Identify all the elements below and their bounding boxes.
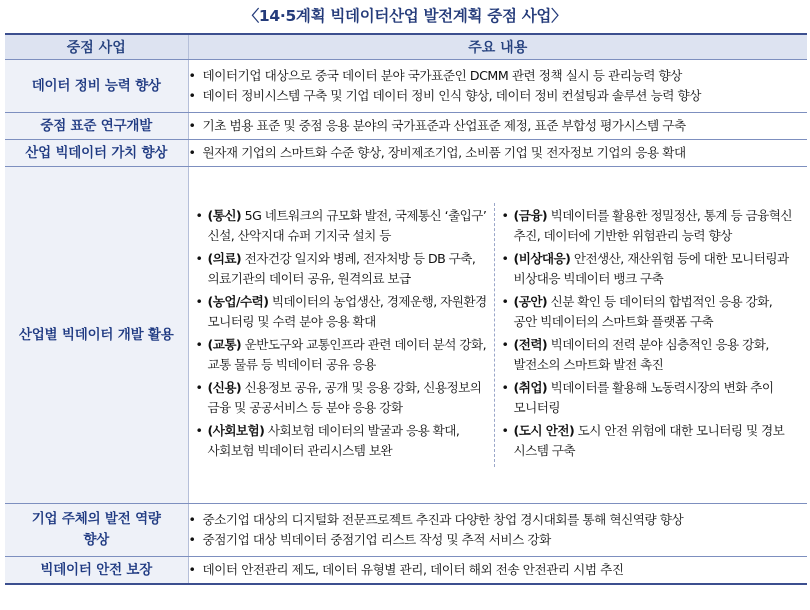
list-item	[196, 249, 490, 288]
bullet-icon: •	[195, 294, 203, 309]
item-text: 데이터 정비시스템 구축 및 기업 데이터 정비 인식 향상, 데이터 정비 컨설팅과 솔루션 능력 향상	[202, 88, 701, 103]
list-item	[189, 66, 808, 86]
bullet-icon: •	[501, 294, 509, 309]
item-text: 사회보험 데이터의 발굴과 응용 확대, 사회보험 빅데이터 관리시스템 보완	[207, 423, 460, 458]
row-content	[188, 60, 807, 113]
industry-column-left	[189, 203, 495, 467]
bullet-icon: •	[188, 562, 196, 577]
list-item	[189, 116, 808, 136]
item-keyword: (농업/수력)	[207, 294, 269, 309]
item-keyword: (신용)	[207, 380, 242, 395]
item-text: 전자건강 일지와 병례, 전자처방 등 DB 구축, 의료기관의 데이터 공유, 원격의료 보급	[207, 251, 476, 286]
bullet-icon: •	[188, 88, 196, 103]
industry-grid	[189, 203, 801, 467]
item-text: 중소기업 대상의 디지털화 전문프로젝트 추진과 다양한 창업 경시대회를 통해 혁신역량 향상	[202, 512, 684, 527]
row-content	[188, 167, 807, 504]
item-text: 기초 범용 표준 및 중점 응용 분야의 국가표준과 산업표준 제정, 표준 부합성 평가시스템 구축	[202, 118, 686, 133]
list-item	[502, 206, 797, 245]
table-row	[5, 140, 807, 167]
item-keyword: (비상대응)	[513, 251, 571, 266]
list-item	[502, 335, 797, 374]
item-text: 5G 네트워크의 규모화 발전, 국제통신 ‘출입구’ 신설, 산악지대 슈퍼 기지국 설치 등	[207, 208, 487, 243]
item-text: 신용정보 공유, 공개 및 응용 강화, 신용정보의 금융 및 공공서비스 등 분야 응용 강화	[207, 380, 482, 415]
list-item	[502, 421, 797, 460]
item-text: 원자재 기업의 스마트화 수준 향상, 장비제조기업, 소비품 기업 및 전자정보 기업의 응용 확대	[202, 145, 686, 160]
item-text: 신분 확인 등 데이터의 합법적인 응용 강화, 공안 빅데이터의 스마트화 플랫폼 구축	[513, 294, 773, 329]
row-category: 데이터 정비 능력 향상	[5, 60, 188, 113]
list-item	[189, 143, 808, 163]
bullet-icon: •	[195, 423, 203, 438]
list-item	[189, 530, 808, 550]
item-text: 도시 안전 위험에 대한 모니터링 및 경보 시스템 구축	[513, 423, 785, 458]
bullet-icon: •	[188, 118, 196, 133]
row-category	[5, 504, 188, 557]
table-header-row	[5, 34, 807, 60]
item-text: 빅데이터를 활용해 노동력시장의 변화 추이 모니터링	[513, 380, 774, 415]
row-content	[188, 504, 807, 557]
item-text: 빅데이터의 전력 분야 심층적인 응용 강화, 발전소의 스마트화 발전 촉진	[513, 337, 769, 372]
table-row	[5, 60, 807, 113]
item-text: 안전생산, 재산위험 등에 대한 모니터링과 비상대응 빅데이터 뱅크 구축	[513, 251, 789, 286]
page-title: 〈14·5계획 빅데이터산업 발전계획 중점 사업〉	[243, 7, 567, 25]
projects-table	[5, 33, 807, 585]
item-text: 데이터 안전관리 제도, 데이터 유형별 관리, 데이터 해외 전송 안전관리 시범 추진	[202, 562, 624, 577]
bullet-icon: •	[195, 251, 203, 266]
column-header-content: 주요 내용	[188, 34, 807, 60]
row-category: 산업 빅데이터 가치 향상	[5, 140, 188, 167]
bullet-icon: •	[188, 532, 196, 547]
item-text: 빅데이터를 활용한 정밀정산, 통계 등 금융혁신 추진, 데이터에 기반한 위험관리 능력 향상	[513, 208, 793, 243]
bullet-icon: •	[195, 208, 203, 223]
item-text: 데이터기업 대상으로 중국 데이터 분야 국가표준인 DCMM 관련 정책 실시 등 관리능력 향상	[202, 68, 682, 83]
bullet-icon: •	[188, 68, 196, 83]
item-text: 운반도구와 교통인프라 관련 데이터 분석 강화, 교통 물류 등 빅데이터 공유 응용	[207, 337, 487, 372]
list-item	[189, 86, 808, 106]
list-item	[189, 560, 808, 580]
table-row	[5, 557, 807, 585]
bullet-icon: •	[501, 337, 509, 352]
row-content	[188, 113, 807, 140]
item-text: 중점기업 대상 빅데이터 중점기업 리스트 작성 및 추적 서비스 강화	[202, 532, 551, 547]
bullet-icon: •	[501, 251, 509, 266]
table-row	[5, 504, 807, 557]
bullet-icon: •	[188, 145, 196, 160]
list-item	[196, 292, 490, 331]
row-category: 산업별 빅데이터 개발 활용	[5, 167, 188, 504]
bullet-icon: •	[501, 208, 509, 223]
list-item	[196, 335, 490, 374]
bullet-icon: •	[501, 423, 509, 438]
row-content	[188, 140, 807, 167]
bullet-icon: •	[188, 512, 196, 527]
row-category-line: 기업 주체의 발전 역량	[31, 511, 161, 527]
bullet-icon: •	[195, 380, 203, 395]
row-content	[188, 557, 807, 585]
item-keyword: (통신)	[207, 208, 242, 223]
bullet-icon: •	[501, 380, 509, 395]
list-item	[196, 421, 490, 460]
item-keyword: (의료)	[207, 251, 242, 266]
list-item	[502, 292, 797, 331]
item-keyword: (공안)	[513, 294, 548, 309]
row-category-line: 향상	[83, 532, 110, 548]
list-item	[189, 510, 808, 530]
column-header-project: 중점 사업	[5, 34, 188, 60]
row-category: 중점 표준 연구개발	[5, 113, 188, 140]
table-row	[5, 113, 807, 140]
row-category: 빅데이터 안전 보장	[5, 557, 188, 585]
item-keyword: (도시 안전)	[513, 423, 575, 438]
list-item	[502, 249, 797, 288]
item-text: 빅데이터의 농업생산, 경제운행, 자원환경 모니터링 및 수력 분야 응용 확대	[207, 294, 487, 329]
bullet-icon: •	[195, 337, 203, 352]
industry-column-right	[495, 203, 801, 467]
item-keyword: (금융)	[513, 208, 548, 223]
item-keyword: (교통)	[207, 337, 242, 352]
list-item	[502, 378, 797, 417]
item-keyword: (취업)	[513, 380, 548, 395]
item-keyword: (사회보험)	[207, 423, 265, 438]
table-row	[5, 167, 807, 504]
list-item	[196, 378, 490, 417]
item-keyword: (전력)	[513, 337, 548, 352]
list-item	[196, 206, 490, 245]
